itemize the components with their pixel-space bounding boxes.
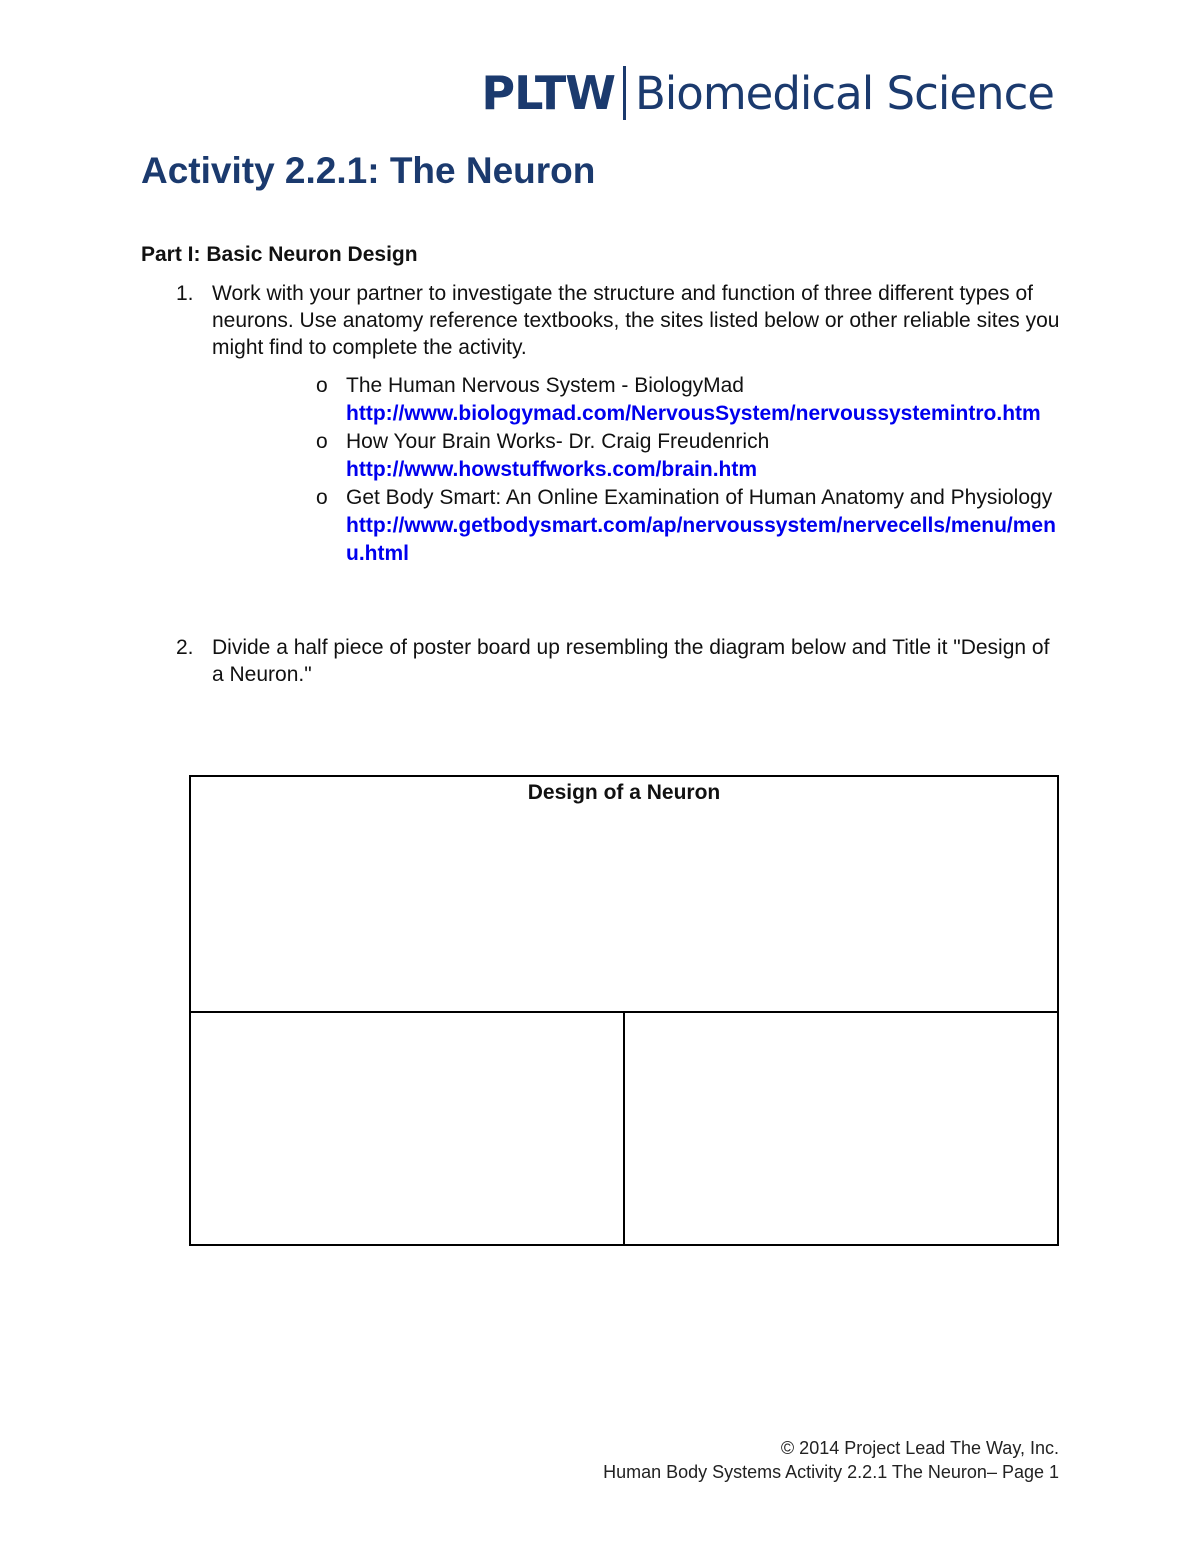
resource-item — [316, 428, 1058, 484]
part-heading: Part I: Basic Neuron Design — [141, 243, 418, 266]
resource-link[interactable]: http://www.getbodysmart.com/ap/nervoussystem/nervecells/menu/menu.html — [346, 514, 1056, 565]
diagram-bottom-left-panel — [191, 1013, 625, 1244]
bullet-icon: o — [316, 486, 328, 509]
footer-copyright: © 2014 Project Lead The Way, Inc. — [780, 1438, 1059, 1458]
diagram-title: Design of a Neuron — [527, 781, 721, 804]
logo-brand: PLTW — [481, 66, 615, 120]
bullet-icon: o — [316, 430, 328, 453]
diagram-bottom-right-panel — [625, 1013, 1057, 1244]
step-1-number: 1. — [176, 282, 194, 305]
step-1-text: Work with your partner to investigate the structure and function of three different types of neurons. Use anatomy reference textbooks, the sites listed below or other reliable sites you might find to complete the activity. — [212, 282, 1060, 359]
bullet-icon: o — [316, 374, 328, 397]
resource-list — [316, 372, 1058, 568]
resource-item — [316, 372, 1058, 428]
logo-divider — [623, 66, 626, 120]
diagram-top-panel — [191, 777, 1057, 1013]
resource-link[interactable]: http://www.biologymad.com/NervousSystem/nervoussystemintro.htm — [346, 402, 1041, 425]
resource-title: Get Body Smart: An Online Examination of Human Anatomy and Physiology — [346, 486, 1053, 509]
pltw-logo — [481, 66, 1054, 120]
footer-page-info: Human Body Systems Activity 2.2.1 The Neuron– Page 1 — [603, 1462, 1059, 1482]
neuron-design-diagram — [189, 775, 1059, 1246]
resource-title: How Your Brain Works- Dr. Craig Freudenrich — [346, 430, 770, 453]
resource-title: The Human Nervous System - BiologyMad — [346, 374, 744, 397]
resource-item — [316, 484, 1058, 568]
page-footer — [603, 1436, 1059, 1484]
page-title: Activity 2.2.1: The Neuron — [141, 150, 596, 191]
resource-link[interactable]: http://www.howstuffworks.com/brain.htm — [346, 458, 758, 481]
step-2-text: Divide a half piece of poster board up resembling the diagram below and Title it "Design of a Neuron." — [212, 636, 1050, 686]
step-2-number: 2. — [176, 636, 194, 659]
logo-product: Biomedical Science — [634, 66, 1054, 120]
